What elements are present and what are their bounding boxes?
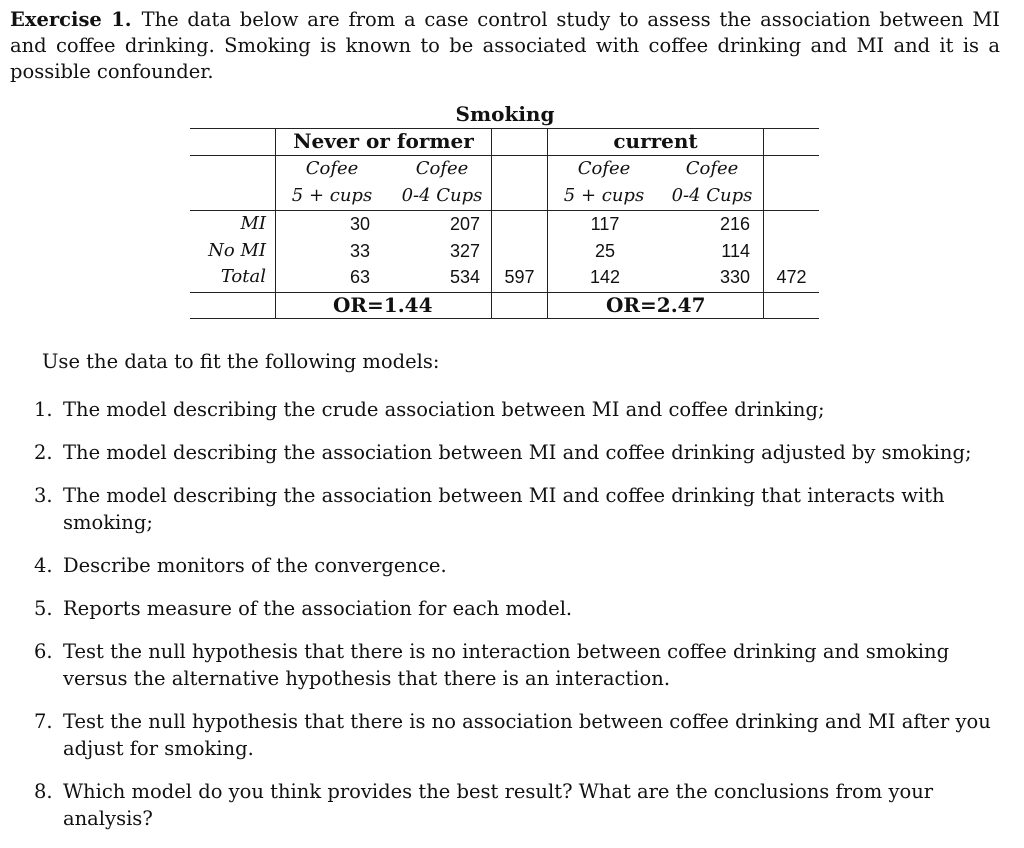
instructions-text: Use the data to fit the following models: [42, 350, 440, 373]
table-cell: 142 [589, 267, 621, 287]
col-high-cups: 5 + cups [291, 185, 373, 206]
table-rule-header [190, 210, 819, 211]
task-number: 4. [34, 554, 53, 577]
table-rule-totals [190, 292, 819, 293]
task-text: The model describing the association between MI and coffee drinking that interacts with smoking; [63, 484, 945, 534]
exercise-label: Exercise 1. [10, 8, 132, 31]
odds-ratio-current: OR=2.47 [606, 293, 706, 317]
group-never-former: Never or former [293, 129, 474, 153]
exercise-intro [10, 7, 1000, 85]
task-text: Describe monitors of the convergence. [63, 554, 447, 577]
table-cell: 216 [719, 214, 750, 234]
table-cell: 114 [721, 241, 750, 261]
table-cell: 117 [590, 214, 620, 234]
row-label-total: Total [220, 266, 266, 287]
task-number: 1. [34, 398, 53, 421]
task-text: The model describing the crude association between MI and coffee drinking; [63, 398, 825, 421]
table-cell: 472 [776, 267, 807, 287]
col-low-cups: 0-4 Cups [401, 185, 483, 206]
task-item [0, 396, 1002, 423]
row-label-no-mi: No MI [208, 240, 266, 261]
task-text: The model describing the association between MI and coffee drinking adjusted by smoking; [63, 441, 972, 464]
task-text: Test the null hypothesis that there is no association between coffee drinking and MI after you adjust for smoking. [63, 710, 991, 760]
task-item [0, 482, 1002, 536]
col-low-cups: 0-4 Cups [671, 185, 753, 206]
table-cell: 25 [594, 241, 616, 261]
col-word: Cofee [577, 158, 631, 179]
table-rule-top [190, 128, 819, 129]
task-item [0, 708, 1002, 762]
table-cell: 330 [719, 267, 750, 287]
col-word: Cofee [685, 158, 739, 179]
table-cell: 534 [449, 267, 480, 287]
col-word: Cofee [305, 158, 359, 179]
table-col-rule [547, 128, 548, 318]
exercise-text: The data below are from a case control study to assess the association between MI and coffee drinking. Smoking is known to be associated with coffee drinking and MI and it is a possible confounder. [10, 8, 1001, 83]
task-number: 8. [34, 780, 53, 803]
task-list [0, 396, 1002, 848]
task-number: 6. [34, 640, 53, 663]
table-cell: 597 [504, 267, 535, 287]
table-col-rule [491, 128, 492, 318]
table-cell: 33 [349, 241, 371, 261]
task-item [0, 439, 1002, 466]
table-rule-group [190, 155, 819, 156]
task-text: Test the null hypothesis that there is no interaction between coffee drinking and smoking versus the alternative hypothesis that there is an interaction. [63, 640, 950, 690]
task-number: 7. [34, 710, 53, 733]
task-item [0, 778, 1002, 832]
group-current: current [613, 129, 698, 153]
task-text: Which model do you think provides the best result? What are the conclusions from your analysis? [63, 780, 934, 830]
task-number: 5. [34, 597, 53, 620]
table-col-rule [763, 128, 764, 318]
table-title: Smoking [455, 102, 555, 126]
task-text: Reports measure of the association for each model. [63, 597, 573, 620]
odds-ratio-never: OR=1.44 [333, 293, 433, 317]
table-cell: 30 [349, 214, 371, 234]
table-cell: 63 [349, 267, 371, 287]
table-cell: 207 [449, 214, 480, 234]
row-label-mi: MI [240, 213, 266, 234]
task-number: 3. [34, 484, 53, 507]
task-item [0, 638, 1002, 692]
col-word: Cofee [415, 158, 469, 179]
task-number: 2. [34, 441, 53, 464]
table-cell: 327 [449, 241, 480, 261]
table-col-rule [275, 128, 276, 318]
task-item [0, 552, 1002, 579]
table-rule-bottom [190, 318, 819, 319]
col-high-cups: 5 + cups [563, 185, 645, 206]
task-item [0, 595, 1002, 622]
